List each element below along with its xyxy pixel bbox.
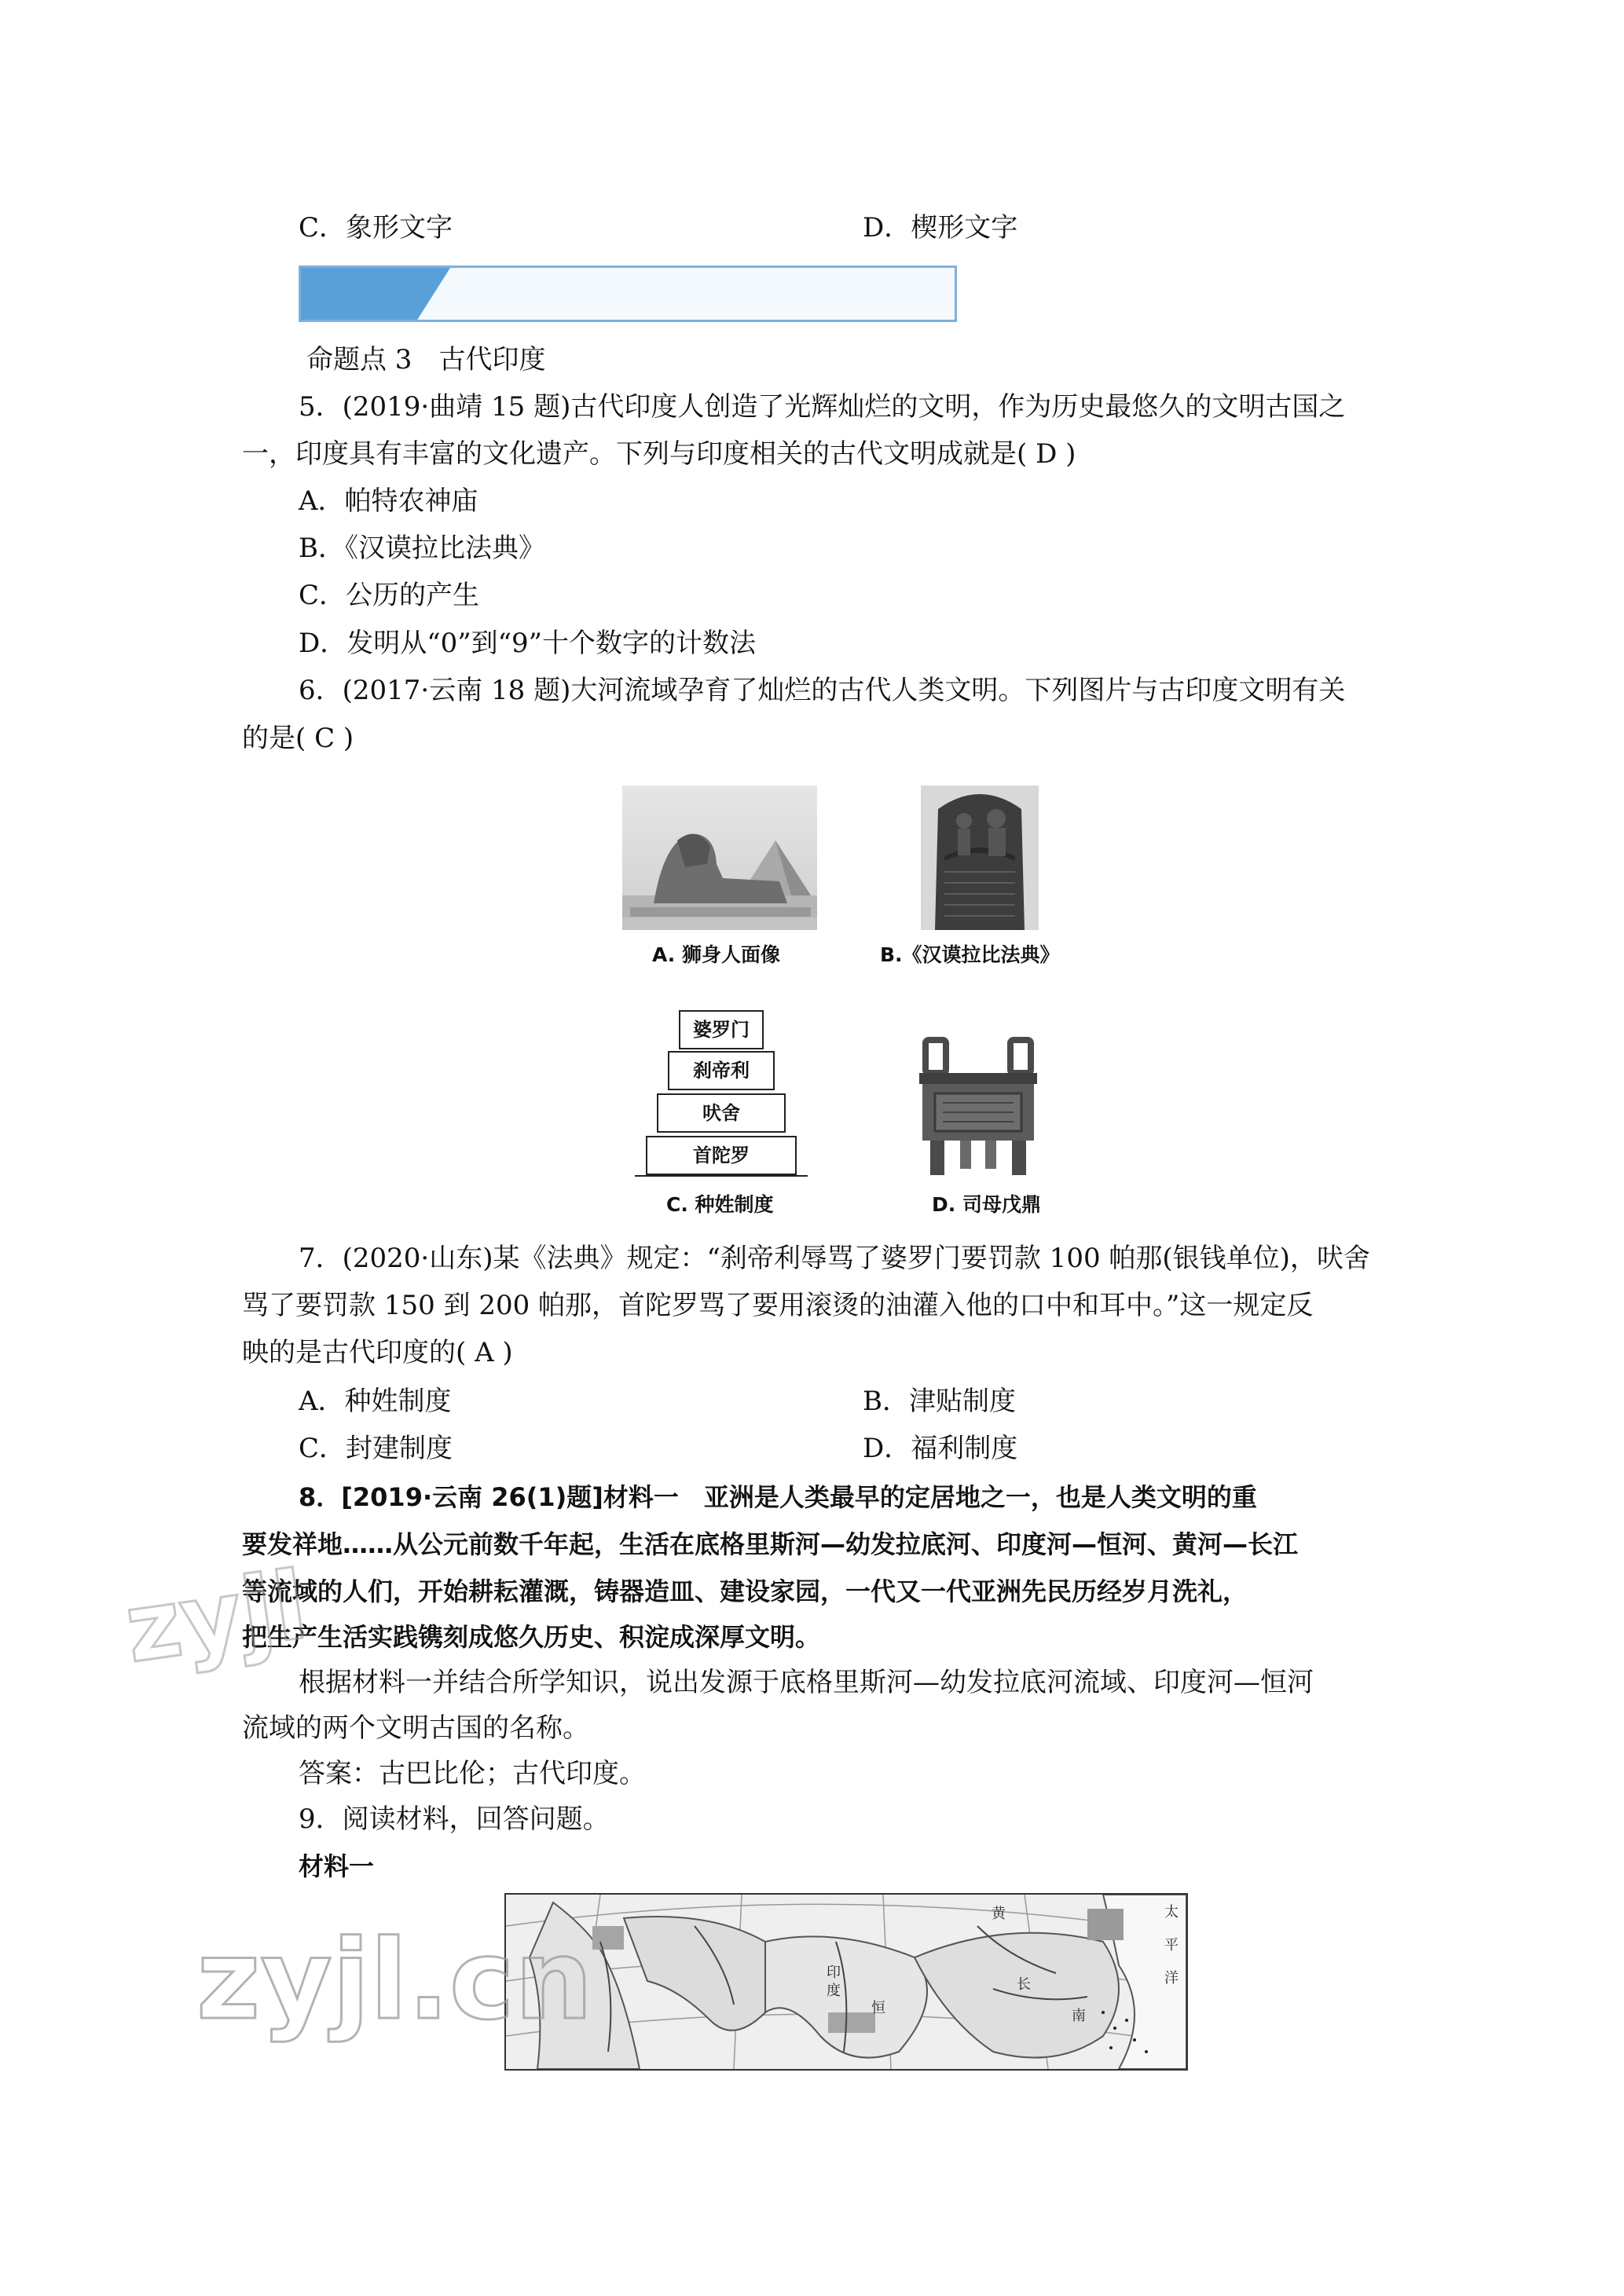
- map-label-south: 南: [1072, 2008, 1086, 2024]
- caste-layer-vaishya: 吠舍: [657, 1093, 786, 1133]
- ancient-civilizations-map: [504, 1893, 1188, 2071]
- q7-option-d: D．福利制度: [863, 1433, 1018, 1464]
- map-label-india-2: 度: [827, 1983, 841, 1999]
- q7-line1: 7．(2020·山东)某《法典》规定：“刹帝利辱骂了婆罗门要罚款 100 帕那(银钱单位)，吠舍: [299, 1243, 1370, 1274]
- q4-option-c: C．象形文字: [299, 212, 453, 244]
- q7-option-a: A．种姓制度: [299, 1386, 452, 1417]
- map-label-yellow: 黄: [992, 1906, 1006, 1922]
- q5-line1: 5．(2019·曲靖 15 题)古代印度人创造了光辉灿烂的文明，作为历史最悠久的文明古国之: [299, 391, 1346, 423]
- watermark-1: zyjl: [119, 1551, 313, 1685]
- q8-line6: 流域的两个文明古国的名称。: [242, 1712, 589, 1744]
- section-banner-tab: [301, 268, 450, 320]
- map-label-yangtze: 长: [1017, 1976, 1031, 1993]
- q8-line4: 把生产生活实践镌刻成悠久历史、积淀成深厚文明。: [242, 1622, 821, 1652]
- caste-layer-kshatriya: 刹帝利: [668, 1051, 775, 1090]
- section-banner: [299, 265, 957, 322]
- sphinx-image: [622, 785, 817, 930]
- q8-line5: 根据材料一并结合所学知识，说出发源于底格里斯河—幼发拉底河流域、印度河—恒河: [299, 1667, 1314, 1698]
- q8-line3: 等流域的人们，开始耕耘灌溉，铸器造皿、建设家园，一代又一代亚洲先民历经岁月洗礼，: [242, 1576, 1248, 1606]
- hammurabi-stele-image: [921, 785, 1039, 930]
- q5-line2: 一，印度具有丰富的文化遗产。下列与印度相关的古代文明成就是( D ): [242, 438, 1076, 470]
- caste-pyramid: [635, 1010, 808, 1183]
- q6-line2: 的是( C ): [242, 723, 354, 754]
- q9-material-label: 材料一: [299, 1851, 375, 1881]
- caste-layer-brahmin: 婆罗门: [679, 1010, 764, 1049]
- q5-option-c: C．公历的产生: [299, 580, 480, 611]
- caption-a: A. 狮身人面像: [652, 943, 781, 966]
- q5-option-b: B．《汉谟拉比法典》: [299, 533, 545, 564]
- caste-base-line: [635, 1175, 808, 1177]
- section-title: 命题点 3 古代印度: [306, 344, 546, 375]
- map-label-ganges: 恒: [871, 2000, 885, 2016]
- map-label-pacific-3: 洋: [1164, 1970, 1179, 1987]
- simuwu-ding-image: [911, 1029, 1045, 1178]
- map-label-pacific-1: 太: [1164, 1904, 1179, 1921]
- map-label-india: 印: [827, 1965, 841, 1981]
- watermark-2: zyjl.cn: [196, 1917, 593, 2045]
- caption-d: D. 司母戊鼎: [932, 1193, 1041, 1216]
- caste-layer-shudra: 首陀罗: [646, 1136, 797, 1175]
- q7-line3: 映的是古代印度的( A ): [242, 1337, 513, 1368]
- q8-answer: 答案：古巴比伦；古代印度。: [299, 1758, 646, 1789]
- caption-c: C. 种姓制度: [666, 1193, 774, 1216]
- q8-line1: 8．[2019·云南 26(1)题]材料一 亚洲是人类最早的定居地之一，也是人类文明的重: [299, 1482, 1257, 1512]
- caption-b: B.《汉谟拉比法典》: [880, 943, 1060, 966]
- q9-line1: 9．阅读材料，回答问题。: [299, 1803, 610, 1835]
- q5-option-a: A．帕特农神庙: [299, 485, 478, 517]
- q5-option-d: D．发明从“0”到“9”十个数字的计数法: [299, 628, 757, 659]
- map-label-pacific-2: 平: [1164, 1937, 1179, 1954]
- q6-line1: 6．(2017·云南 18 题)大河流域孕育了灿烂的古代人类文明。下列图片与古印度文明有关: [299, 675, 1346, 706]
- q7-option-c: C．封建制度: [299, 1433, 453, 1464]
- q4-option-d: D．楔形文字: [863, 212, 1018, 244]
- q7-line2: 骂了要罚款 150 到 200 帕那，首陀罗骂了要用滚烫的油灌入他的口中和耳中。”这一规定反: [242, 1290, 1314, 1321]
- q8-line2: 要发祥地……从公元前数千年起，生活在底格里斯河—幼发拉底河、印度河—恒河、黄河—长江: [242, 1529, 1299, 1559]
- q7-option-b: B．津贴制度: [863, 1386, 1016, 1417]
